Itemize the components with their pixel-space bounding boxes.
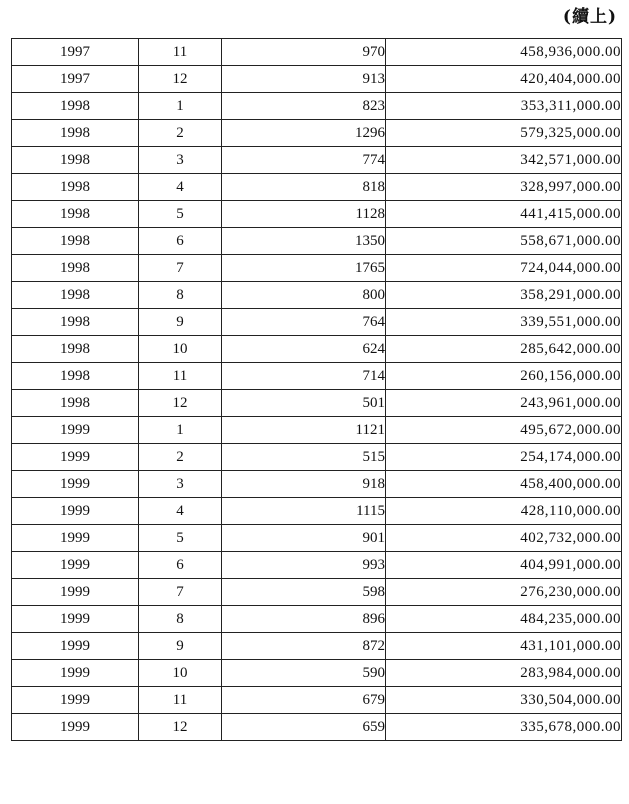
cell-count: 970 xyxy=(222,39,386,66)
table-row xyxy=(12,714,622,741)
cell-amount: 339,551,000.00 xyxy=(386,309,622,336)
cell-count: 515 xyxy=(222,444,386,471)
table-row xyxy=(12,147,622,174)
cell-month: 12 xyxy=(139,714,222,741)
cell-year: 1998 xyxy=(12,201,139,228)
cell-amount: 342,571,000.00 xyxy=(386,147,622,174)
cell-count: 918 xyxy=(222,471,386,498)
cell-count: 764 xyxy=(222,309,386,336)
table-row xyxy=(12,363,622,390)
cell-amount: 404,991,000.00 xyxy=(386,552,622,579)
cell-year: 1998 xyxy=(12,363,139,390)
cell-amount: 558,671,000.00 xyxy=(386,228,622,255)
cell-amount: 579,325,000.00 xyxy=(386,120,622,147)
cell-month: 7 xyxy=(139,579,222,606)
cell-month: 11 xyxy=(139,687,222,714)
cell-amount: 353,311,000.00 xyxy=(386,93,622,120)
cell-year: 1998 xyxy=(12,336,139,363)
table-row xyxy=(12,309,622,336)
cell-month: 10 xyxy=(139,336,222,363)
cell-year: 1999 xyxy=(12,714,139,741)
cell-month: 12 xyxy=(139,66,222,93)
cell-month: 1 xyxy=(139,93,222,120)
cell-count: 1128 xyxy=(222,201,386,228)
data-table xyxy=(11,38,622,741)
cell-month: 1 xyxy=(139,417,222,444)
cell-year: 1999 xyxy=(12,498,139,525)
cell-amount: 420,404,000.00 xyxy=(386,66,622,93)
cell-year: 1998 xyxy=(12,93,139,120)
cell-year: 1999 xyxy=(12,687,139,714)
cell-month: 5 xyxy=(139,525,222,552)
continued-label: (續上) xyxy=(562,7,617,27)
cell-month: 5 xyxy=(139,201,222,228)
table-row xyxy=(12,282,622,309)
cell-amount: 458,936,000.00 xyxy=(386,39,622,66)
table-row xyxy=(12,390,622,417)
cell-month: 8 xyxy=(139,606,222,633)
cell-month: 3 xyxy=(139,471,222,498)
cell-month: 2 xyxy=(139,120,222,147)
cell-month: 7 xyxy=(139,255,222,282)
cell-count: 1296 xyxy=(222,120,386,147)
cell-amount: 285,642,000.00 xyxy=(386,336,622,363)
cell-count: 624 xyxy=(222,336,386,363)
cell-year: 1999 xyxy=(12,444,139,471)
cell-count: 872 xyxy=(222,633,386,660)
cell-amount: 724,044,000.00 xyxy=(386,255,622,282)
cell-month: 12 xyxy=(139,390,222,417)
cell-amount: 243,961,000.00 xyxy=(386,390,622,417)
cell-count: 714 xyxy=(222,363,386,390)
cell-count: 659 xyxy=(222,714,386,741)
table-row xyxy=(12,228,622,255)
table-row xyxy=(12,579,622,606)
cell-amount: 328,997,000.00 xyxy=(386,174,622,201)
cell-count: 774 xyxy=(222,147,386,174)
table-row xyxy=(12,525,622,552)
cell-count: 823 xyxy=(222,93,386,120)
cell-month: 11 xyxy=(139,39,222,66)
table-row xyxy=(12,174,622,201)
table-body xyxy=(12,39,622,741)
cell-year: 1997 xyxy=(12,39,139,66)
cell-year: 1998 xyxy=(12,120,139,147)
table-row xyxy=(12,606,622,633)
cell-amount: 458,400,000.00 xyxy=(386,471,622,498)
table-row xyxy=(12,93,622,120)
cell-year: 1998 xyxy=(12,255,139,282)
cell-year: 1997 xyxy=(12,66,139,93)
cell-amount: 484,235,000.00 xyxy=(386,606,622,633)
cell-amount: 335,678,000.00 xyxy=(386,714,622,741)
cell-amount: 276,230,000.00 xyxy=(386,579,622,606)
cell-month: 6 xyxy=(139,552,222,579)
cell-year: 1998 xyxy=(12,309,139,336)
table-row xyxy=(12,417,622,444)
cell-year: 1999 xyxy=(12,552,139,579)
cell-count: 501 xyxy=(222,390,386,417)
cell-count: 1115 xyxy=(222,498,386,525)
cell-amount: 495,672,000.00 xyxy=(386,417,622,444)
cell-month: 4 xyxy=(139,174,222,201)
table-row xyxy=(12,201,622,228)
cell-count: 993 xyxy=(222,552,386,579)
cell-month: 10 xyxy=(139,660,222,687)
table-row xyxy=(12,552,622,579)
table-row xyxy=(12,498,622,525)
cell-count: 679 xyxy=(222,687,386,714)
cell-amount: 402,732,000.00 xyxy=(386,525,622,552)
cell-year: 1999 xyxy=(12,579,139,606)
cell-amount: 254,174,000.00 xyxy=(386,444,622,471)
cell-year: 1998 xyxy=(12,174,139,201)
table-row xyxy=(12,633,622,660)
cell-month: 3 xyxy=(139,147,222,174)
table-row xyxy=(12,471,622,498)
cell-count: 818 xyxy=(222,174,386,201)
cell-month: 6 xyxy=(139,228,222,255)
cell-month: 2 xyxy=(139,444,222,471)
cell-month: 4 xyxy=(139,498,222,525)
cell-year: 1998 xyxy=(12,282,139,309)
table-row xyxy=(12,120,622,147)
cell-amount: 428,110,000.00 xyxy=(386,498,622,525)
cell-year: 1999 xyxy=(12,606,139,633)
cell-amount: 441,415,000.00 xyxy=(386,201,622,228)
cell-year: 1998 xyxy=(12,228,139,255)
cell-year: 1999 xyxy=(12,660,139,687)
cell-count: 901 xyxy=(222,525,386,552)
cell-year: 1999 xyxy=(12,525,139,552)
cell-count: 1765 xyxy=(222,255,386,282)
cell-year: 1999 xyxy=(12,633,139,660)
cell-month: 11 xyxy=(139,363,222,390)
table-row xyxy=(12,255,622,282)
cell-count: 800 xyxy=(222,282,386,309)
table-row xyxy=(12,336,622,363)
table-row xyxy=(12,444,622,471)
cell-month: 8 xyxy=(139,282,222,309)
cell-count: 1350 xyxy=(222,228,386,255)
cell-amount: 330,504,000.00 xyxy=(386,687,622,714)
cell-year: 1999 xyxy=(12,417,139,444)
cell-count: 896 xyxy=(222,606,386,633)
cell-amount: 431,101,000.00 xyxy=(386,633,622,660)
cell-year: 1999 xyxy=(12,471,139,498)
cell-count: 1121 xyxy=(222,417,386,444)
table-row xyxy=(12,687,622,714)
cell-count: 598 xyxy=(222,579,386,606)
cell-amount: 358,291,000.00 xyxy=(386,282,622,309)
cell-year: 1998 xyxy=(12,390,139,417)
cell-amount: 283,984,000.00 xyxy=(386,660,622,687)
table-row xyxy=(12,39,622,66)
cell-count: 590 xyxy=(222,660,386,687)
cell-count: 913 xyxy=(222,66,386,93)
cell-month: 9 xyxy=(139,309,222,336)
table-row xyxy=(12,66,622,93)
table-row xyxy=(12,660,622,687)
cell-amount: 260,156,000.00 xyxy=(386,363,622,390)
cell-year: 1998 xyxy=(12,147,139,174)
cell-month: 9 xyxy=(139,633,222,660)
